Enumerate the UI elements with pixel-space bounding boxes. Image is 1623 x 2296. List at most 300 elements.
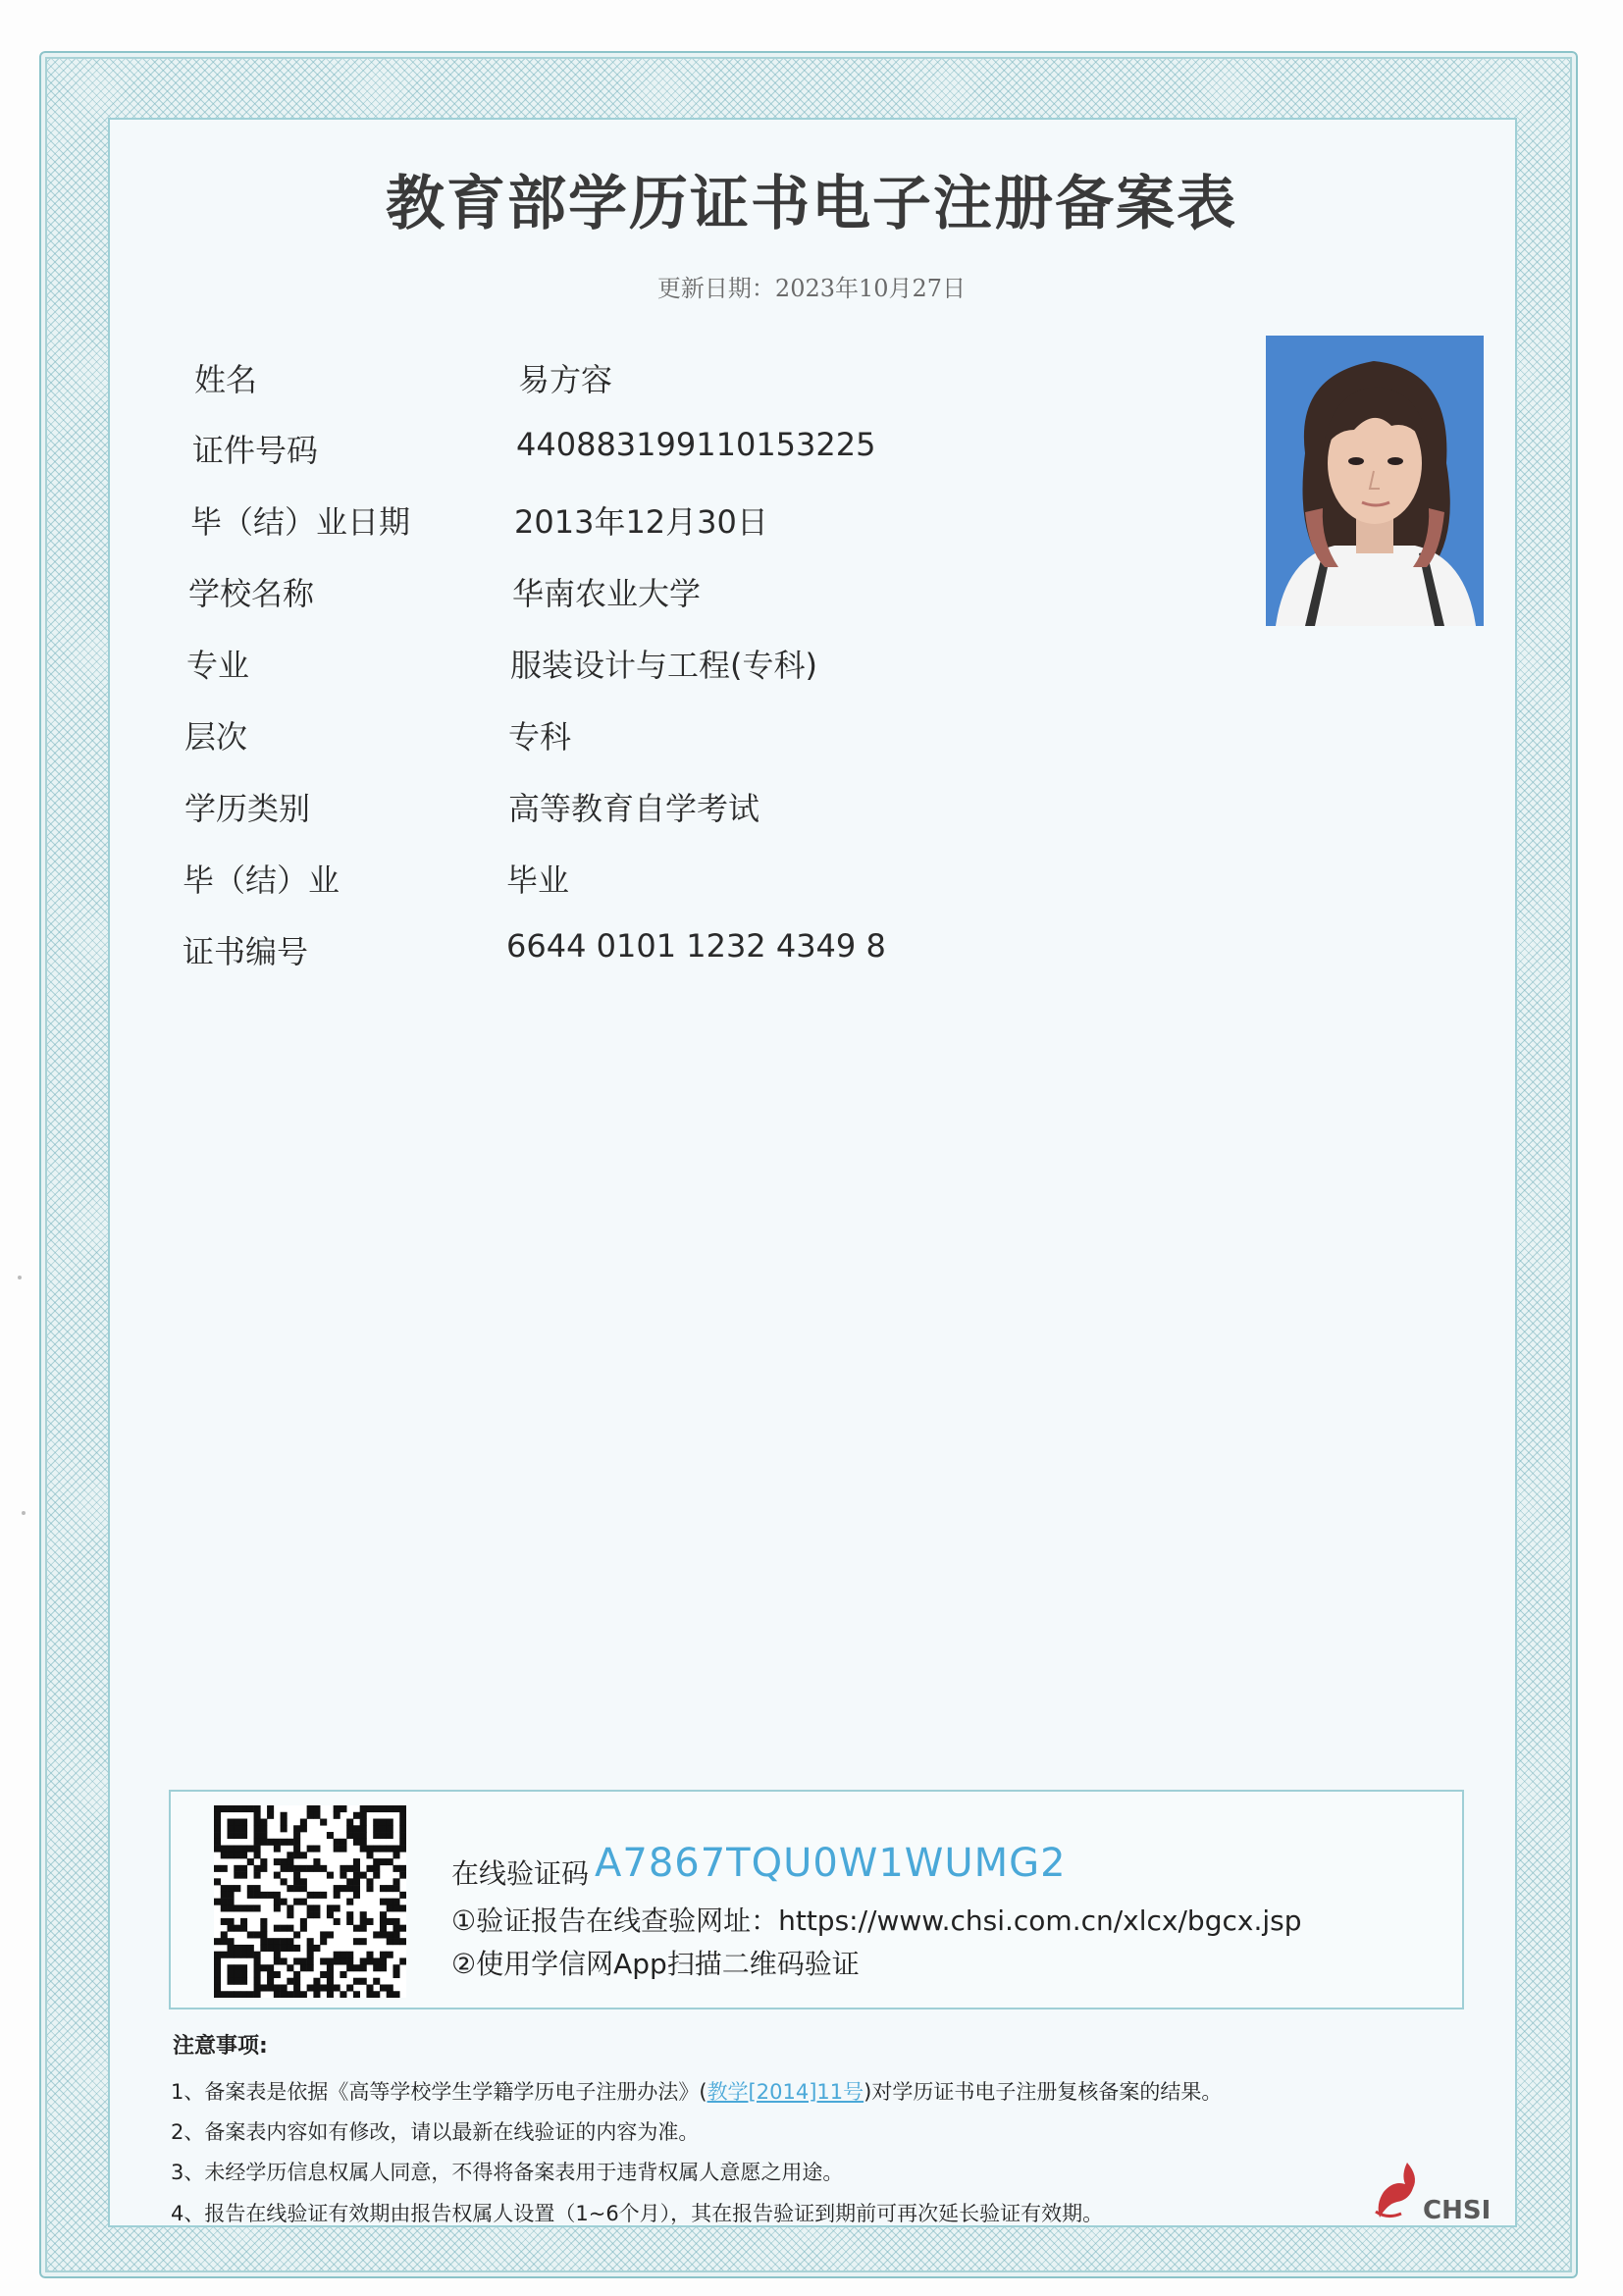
qr-module: [393, 1805, 399, 1812]
qr-module: [353, 1991, 360, 1998]
qr-module: [228, 1832, 235, 1839]
qr-module: [234, 1964, 240, 1971]
qr-module: [254, 1984, 261, 1991]
qr-module: [393, 1938, 399, 1945]
qr-module: [260, 1865, 267, 1872]
qr-module: [287, 1839, 293, 1846]
qr-module: [240, 1945, 247, 1952]
qr-module: [221, 1805, 228, 1812]
qr-module: [254, 1825, 261, 1832]
qr-module: [399, 1825, 406, 1832]
qr-module: [247, 1885, 254, 1892]
qr-module: [327, 1905, 334, 1911]
qr-module: [240, 1905, 247, 1911]
qr-module: [228, 1971, 235, 1978]
qr-module: [228, 1952, 235, 1958]
qr-module: [267, 1945, 274, 1952]
qr-module: [346, 1825, 353, 1832]
qr-module: [214, 1846, 221, 1852]
scan-speck: [18, 1276, 22, 1279]
qr-module: [307, 1805, 314, 1812]
qr-module: [267, 1978, 274, 1985]
qr-module: [228, 1991, 235, 1998]
qr-module: [234, 1865, 240, 1872]
field-value: 服装设计与工程(专科): [510, 647, 817, 684]
qr-module: [260, 1938, 267, 1945]
qr-module: [281, 1812, 288, 1819]
qr-module: [360, 1825, 367, 1832]
qr-module: [353, 1878, 360, 1885]
qr-module: [360, 1839, 367, 1846]
qr-module: [340, 1885, 346, 1892]
field-label: 毕（结）业日期: [190, 503, 411, 541]
qr-module: [353, 1812, 360, 1819]
qr-module: [340, 1952, 346, 1958]
qr-module: [293, 1984, 300, 1991]
qr-module: [254, 1839, 261, 1846]
qr-module: [221, 1899, 228, 1905]
qr-module: [353, 1872, 360, 1879]
qr-module: [360, 1832, 367, 1839]
qr-module: [287, 1978, 293, 1985]
qr-module: [399, 1846, 406, 1852]
qr-module: [380, 1952, 387, 1958]
qr-module: [300, 1991, 307, 1998]
field-label: 证书编号: [183, 933, 309, 970]
qr-module: [293, 1945, 300, 1952]
qr-module: [221, 1865, 228, 1872]
qr-module: [228, 1852, 235, 1858]
qr-module: [214, 1832, 221, 1839]
qr-module: [254, 1991, 261, 1998]
qr-module: [393, 1925, 399, 1932]
qr-module: [214, 1978, 221, 1985]
qr-module: [240, 1925, 247, 1932]
qr-module: [380, 1858, 387, 1865]
qr-module: [293, 1852, 300, 1858]
qr-module: [274, 1899, 281, 1905]
qr-module: [234, 1978, 240, 1985]
qr-module: [340, 1957, 346, 1964]
qr-module: [214, 1865, 221, 1872]
qr-module: [307, 1905, 314, 1911]
qr-module: [214, 1825, 221, 1832]
qr-module: [387, 1846, 393, 1852]
qr-module: [281, 1878, 288, 1885]
qr-module: [214, 1805, 221, 1812]
qr-module: [274, 1957, 281, 1964]
qr-module: [353, 1825, 360, 1832]
qr-module: [240, 1825, 247, 1832]
qr-module: [240, 1805, 247, 1812]
qr-module: [380, 1899, 387, 1905]
field-value: 6644 0101 1232 4349 8: [506, 927, 886, 965]
qr-module: [327, 1911, 334, 1918]
qr-module: [254, 1892, 261, 1899]
qr-module: [214, 1878, 221, 1885]
qr-module: [228, 1825, 235, 1832]
qr-module: [340, 1805, 346, 1812]
qr-module: [307, 1846, 314, 1852]
field-value: 华南农业大学: [512, 575, 702, 612]
qr-module: [293, 1991, 300, 1998]
qr-module: [313, 1991, 320, 1998]
qr-module: [399, 1892, 406, 1899]
qr-module: [346, 1878, 353, 1885]
qr-module: [287, 1865, 293, 1872]
qr-module: [360, 1957, 367, 1964]
qr-module: [380, 1964, 387, 1971]
document-title: 教育部学历证书电子注册备案表: [386, 170, 1237, 238]
qr-module: [247, 1945, 254, 1952]
field-value: 专科: [508, 718, 572, 756]
qr-module: [360, 1819, 367, 1826]
qr-module: [221, 1931, 228, 1938]
chsi-bird-icon: [1368, 2159, 1427, 2227]
qr-module: [300, 1899, 307, 1905]
qr-module: [214, 1839, 221, 1846]
qr-module: [380, 1846, 387, 1852]
qr-module: [287, 1858, 293, 1865]
qr-module: [346, 1832, 353, 1839]
qr-module: [346, 1957, 353, 1964]
qr-module: [240, 1846, 247, 1852]
qr-module: [360, 1925, 367, 1932]
qr-module: [320, 1931, 327, 1938]
qr-module: [281, 1991, 288, 1998]
qr-module: [353, 1964, 360, 1971]
qr-module: [234, 1885, 240, 1892]
qr-module: [387, 1825, 393, 1832]
qr-module: [240, 1978, 247, 1985]
qr-module: [307, 1945, 314, 1952]
qr-module: [380, 1925, 387, 1932]
qr-module: [260, 1892, 267, 1899]
note-item-1: [171, 2076, 1222, 2106]
qr-module: [307, 1957, 314, 1964]
qr-module: [274, 1925, 281, 1932]
qr-module: [346, 1984, 353, 1991]
qr-module: [313, 1945, 320, 1952]
qr-module: [360, 1846, 367, 1852]
qr-module: [240, 1952, 247, 1958]
qr-module: [340, 1971, 346, 1978]
qr-module: [387, 1905, 393, 1911]
qr-module: [366, 1805, 373, 1812]
qr-module: [399, 1905, 406, 1911]
qr-module: [320, 1819, 327, 1826]
qr-module: [320, 1865, 327, 1872]
qr-module: [214, 1984, 221, 1991]
qr-module: [399, 1865, 406, 1872]
qr-module: [254, 1872, 261, 1879]
qr-module: [393, 1918, 399, 1925]
chsi-logo: [1368, 2159, 1505, 2237]
qr-module: [293, 1825, 300, 1832]
qr-module: [334, 1892, 340, 1899]
field-value: 440883199110153225: [516, 426, 876, 463]
qr-module: [334, 1952, 340, 1958]
qr-module: [267, 1805, 274, 1812]
qr-module: [327, 1991, 334, 1998]
qr-module: [399, 1805, 406, 1812]
qr-module: [254, 1957, 261, 1964]
qr-module: [234, 1852, 240, 1858]
qr-module: [353, 1832, 360, 1839]
qr-module: [214, 1819, 221, 1826]
qr-module: [293, 1931, 300, 1938]
qr-module: [340, 1846, 346, 1852]
qr-module: [228, 1805, 235, 1812]
qr-module: [240, 1918, 247, 1925]
qr-module: [240, 1872, 247, 1879]
qr-module: [327, 1971, 334, 1978]
field-label: 证件号码: [192, 432, 319, 469]
qr-module: [307, 1938, 314, 1945]
qr-module: [373, 1832, 380, 1839]
qr-module: [214, 1899, 221, 1905]
qr-module: [247, 1805, 254, 1812]
qr-module: [387, 1899, 393, 1905]
qr-module: [274, 1905, 281, 1911]
qr-module: [287, 1945, 293, 1952]
portrait-photo: [1266, 336, 1484, 626]
qr-module: [380, 1832, 387, 1839]
qr-module: [281, 1819, 288, 1826]
qr-module: [387, 1931, 393, 1938]
qr-module: [228, 1918, 235, 1925]
qr-module: [380, 1931, 387, 1938]
qr-module: [313, 1905, 320, 1911]
qr-module: [380, 1918, 387, 1925]
qr-module: [353, 1839, 360, 1846]
qr-module: [267, 1839, 274, 1846]
qr-module: [334, 1839, 340, 1846]
qr-module: [346, 1918, 353, 1925]
qr-module: [373, 1978, 380, 1985]
field-label: 学历类别: [184, 790, 311, 827]
verify-url-line[interactable]: ①验证报告在线查验网址：https://www.chsi.com.cn/xlcx/bgcx.jsp: [451, 1905, 1302, 1937]
qr-module: [260, 1858, 267, 1865]
qr-module: [274, 1858, 281, 1865]
qr-module: [221, 1885, 228, 1892]
note-item-2: [171, 2116, 699, 2146]
qr-module: [300, 1925, 307, 1932]
qr-module: [380, 1825, 387, 1832]
qr-module: [281, 1938, 288, 1945]
qr-module: [334, 1957, 340, 1964]
qr-module: [373, 1825, 380, 1832]
qr-module: [300, 1878, 307, 1885]
qr-module: [373, 1872, 380, 1879]
qr-module: [221, 1918, 228, 1925]
qr-module: [260, 1825, 267, 1832]
qr-module: [293, 1839, 300, 1846]
qr-module: [221, 1938, 228, 1945]
qr-module: [214, 1938, 221, 1945]
qr-module: [281, 1957, 288, 1964]
qr-module: [234, 1905, 240, 1911]
qr-module: [393, 1885, 399, 1892]
qr-module: [399, 1832, 406, 1839]
qr-module: [313, 1812, 320, 1819]
qr-module: [267, 1984, 274, 1991]
qr-module: [387, 1832, 393, 1839]
qr-module: [247, 1858, 254, 1865]
qr-module: [281, 1858, 288, 1865]
qr-module: [240, 1964, 247, 1971]
qr-module: [300, 1885, 307, 1892]
qr-module: [214, 1812, 221, 1819]
regulation-link[interactable]: 教学[2014]11号: [707, 2080, 864, 2104]
qr-module: [366, 1846, 373, 1852]
qr-module: [387, 1805, 393, 1812]
qr-module: [254, 1964, 261, 1971]
qr-module: [214, 1991, 221, 1998]
qr-module: [307, 1911, 314, 1918]
qr-module: [214, 1952, 221, 1958]
note-text: 4、报告在线验证有效期由报告权属人设置（1~6个月），其在报告验证到期前可再次延长验证有效期。: [171, 2202, 1104, 2225]
qr-module: [287, 1925, 293, 1932]
qr-module: [366, 1957, 373, 1964]
field-label: 专业: [186, 647, 250, 684]
qr-module: [340, 1991, 346, 1998]
qr-module: [327, 1872, 334, 1879]
qr-module: [281, 1899, 288, 1905]
qr-module: [313, 1846, 320, 1852]
qr-module: [240, 1852, 247, 1858]
qr-module: [234, 1825, 240, 1832]
qr-module: [353, 1925, 360, 1932]
field-label: 姓名: [194, 361, 258, 398]
qr-module: [287, 1905, 293, 1911]
qr-code[interactable]: [214, 1805, 406, 1998]
qr-module: [320, 1957, 327, 1964]
qr-module: [281, 1945, 288, 1952]
qr-module: [373, 1865, 380, 1872]
qr-module: [393, 1971, 399, 1978]
qr-module: [353, 1978, 360, 1985]
qr-module: [287, 1964, 293, 1971]
qr-module: [293, 1846, 300, 1852]
qr-module: [300, 1918, 307, 1925]
qr-module: [393, 1931, 399, 1938]
qr-module: [228, 1846, 235, 1852]
qr-module: [274, 1952, 281, 1958]
qr-module: [274, 1839, 281, 1846]
qr-module: [360, 1812, 367, 1819]
qr-module: [300, 1825, 307, 1832]
qr-module: [313, 1984, 320, 1991]
qr-module: [240, 1819, 247, 1826]
qr-module: [293, 1872, 300, 1879]
qr-module: [307, 1865, 314, 1872]
qr-module: [313, 1865, 320, 1872]
qr-module: [373, 1931, 380, 1938]
qr-module: [373, 1957, 380, 1964]
qr-module: [247, 1905, 254, 1911]
qr-module: [221, 1892, 228, 1899]
qr-module: [327, 1931, 334, 1938]
qr-module: [360, 1938, 367, 1945]
qr-module: [281, 1839, 288, 1846]
qr-module: [346, 1885, 353, 1892]
qr-module: [387, 1938, 393, 1945]
qr-module: [366, 1984, 373, 1991]
qr-module: [399, 1872, 406, 1879]
qr-module: [320, 1938, 327, 1945]
chsi-logo-text: CHSI: [1423, 2196, 1492, 2225]
qr-module: [214, 1964, 221, 1971]
qr-module: [380, 1819, 387, 1826]
verify-code[interactable]: A7867TQU0W1WUMG2: [595, 1841, 1067, 1886]
qr-module: [320, 1984, 327, 1991]
qr-module: [293, 1957, 300, 1964]
qr-module: [334, 1812, 340, 1819]
qr-module: [320, 1892, 327, 1899]
qr-module: [399, 1819, 406, 1826]
qr-module: [234, 1846, 240, 1852]
qr-module: [228, 1892, 235, 1899]
qr-module: [254, 1819, 261, 1826]
qr-module: [399, 1938, 406, 1945]
qr-module: [240, 1832, 247, 1839]
qr-module: [254, 1971, 261, 1978]
qr-module: [228, 1938, 235, 1945]
qr-module: [234, 1819, 240, 1826]
qr-module: [393, 1991, 399, 1998]
qr-module: [380, 1911, 387, 1918]
qr-module: [300, 1819, 307, 1826]
qr-module: [346, 1899, 353, 1905]
qr-module: [293, 1878, 300, 1885]
qr-module: [260, 1918, 267, 1925]
note-item-3: [171, 2157, 843, 2186]
qr-module: [360, 1805, 367, 1812]
qr-module: [346, 1964, 353, 1971]
field-label: 毕（结）业: [183, 861, 340, 899]
qr-module: [373, 1819, 380, 1826]
qr-module: [334, 1846, 340, 1852]
qr-module: [274, 1872, 281, 1879]
qr-module: [234, 1971, 240, 1978]
qr-module: [274, 1991, 281, 1998]
qr-module: [221, 1905, 228, 1911]
qr-module: [234, 1991, 240, 1998]
qr-module: [387, 1885, 393, 1892]
qr-module: [353, 1892, 360, 1899]
verification-panel: [169, 1790, 1464, 2009]
qr-module: [228, 1945, 235, 1952]
qr-module: [260, 1984, 267, 1991]
qr-module: [387, 1952, 393, 1958]
qr-module: [221, 1991, 228, 1998]
qr-module: [260, 1964, 267, 1971]
qr-module: [274, 1892, 281, 1899]
qr-module: [228, 1925, 235, 1932]
field-value: 毕业: [506, 861, 570, 899]
qr-module: [254, 1952, 261, 1958]
qr-module: [373, 1805, 380, 1812]
qr-module: [281, 1825, 288, 1832]
qr-module: [234, 1832, 240, 1839]
qr-module: [274, 1846, 281, 1852]
qr-module: [393, 1865, 399, 1872]
qr-module: [254, 1885, 261, 1892]
qr-module: [287, 1911, 293, 1918]
scan-speck: [22, 1511, 26, 1515]
qr-module: [399, 1812, 406, 1819]
